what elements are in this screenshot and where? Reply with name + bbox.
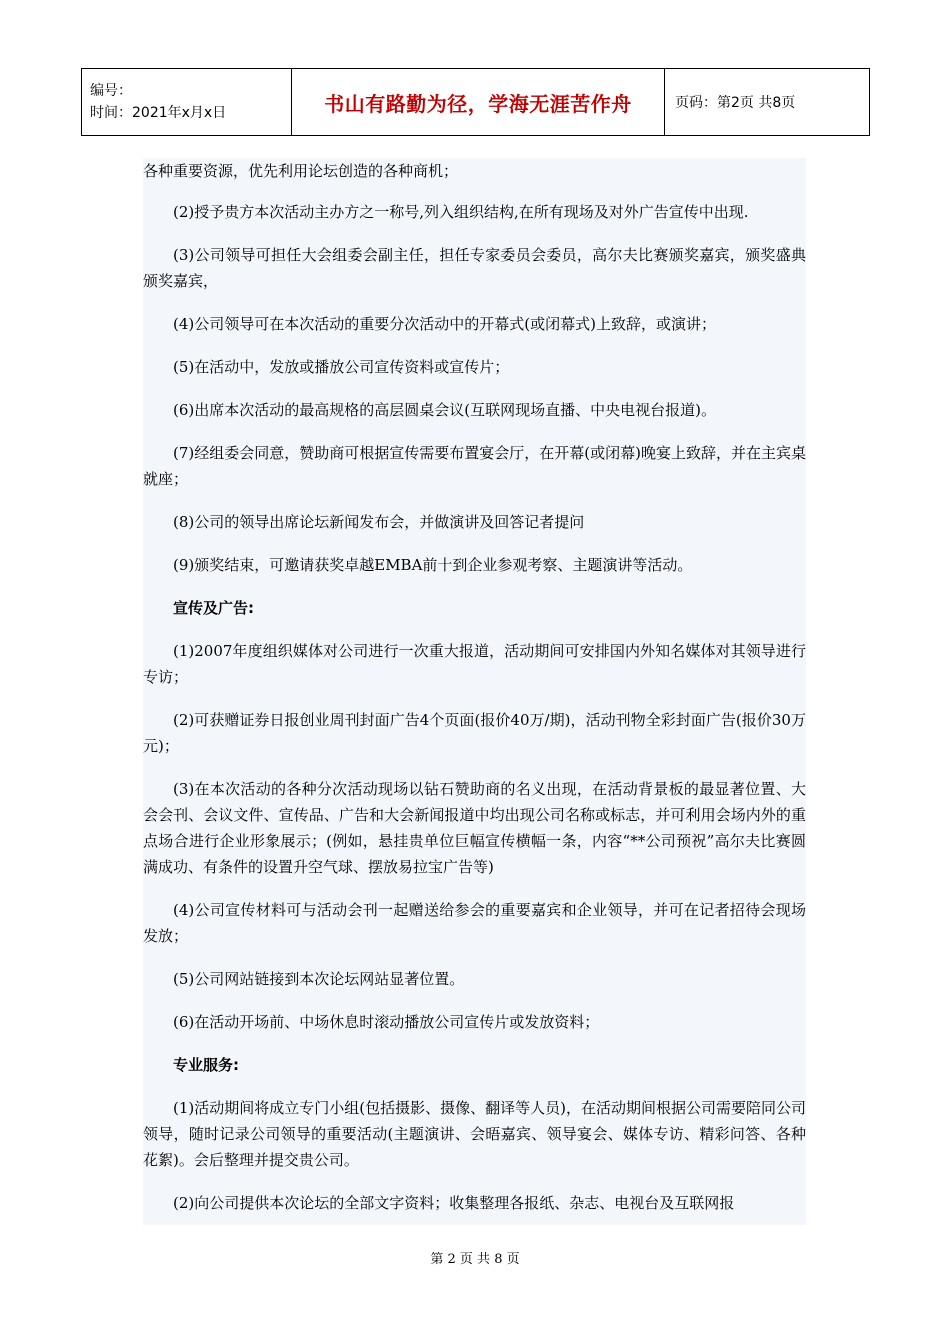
paragraph-8: (9)颁奖结束，可邀请获奖卓越EMBA前十到企业参观考察、主题演讲等活动。 xyxy=(173,556,693,574)
paragraph-3: (4)公司领导可在本次活动的重要分次活动中的开幕式(或闭幕式)上致辞，或演讲； xyxy=(173,315,716,333)
section-heading-publicity: 宣传及广告: xyxy=(173,599,254,617)
paragraph-10: (1)2007年度组织媒体对公司进行一次重大报道，活动期间可安排国内外知名媒体对其领导进行专访； xyxy=(143,642,806,686)
paragraph-14: (5)公司网站链接到本次论坛网站显著位置。 xyxy=(173,970,465,988)
paragraph-17: (1)活动期间将成立专门小组(包括摄影、摄像、翻译等人员)，在活动期间根据公司需要陪同公司领导，随时记录公司领导的重要活动(主题演讲、会晤嘉宾、领导宴会、媒体专访、精彩问答、各种花絮)。会后整理并提交贵公司。 xyxy=(143,1099,806,1169)
paragraph-15: (6)在活动开场前、中场休息时滚动播放公司宣传片或发放资料； xyxy=(173,1013,600,1031)
paragraph-11: (2)可获赠证券日报创业周刊封面广告4个页面(报价40万/期)，活动刊物全彩封面广告(报价30万元)； xyxy=(143,711,806,755)
paragraph-13: (4)公司宣传材料可与活动会刊一起赠送给参会的重要嘉宾和企业领导，并可在记者招待会现场发放； xyxy=(143,901,806,945)
paragraph-2: (3)公司领导可担任大会组委会副主任，担任专家委员会委员，高尔夫比赛颁奖嘉宾，颁奖盛典颁奖嘉宾， xyxy=(143,246,806,290)
paragraph-0: 各种重要资源，优先利用论坛创造的各种商机； xyxy=(143,162,459,180)
paragraph-4: (5)在活动中，发放或播放公司宣传资料或宣传片； xyxy=(173,358,510,376)
paragraph-7: (8)公司的领导出席论坛新闻发布会，并做演讲及回答记者提问 xyxy=(173,513,585,531)
paragraph-18: (2)向公司提供本次论坛的全部文字资料；收集整理各报纸、杂志、电视台及互联网报 xyxy=(173,1194,735,1212)
document-body xyxy=(143,158,806,1225)
paragraph-12: (3)在本次活动的各种分次活动现场以钻石赞助商的名义出现，在活动背景板的最显著位置、大会会刊、会议文件、宣传品、广告和大会新闻报道中均出现公司名称或标志，并可利用会场内外的重点场合进行企业形象展示；(例如，悬挂贵单位巨幅宣传横幅一条，内容“**公司预祝”高尔夫比赛圆满成功、有条件的设置升空气球、摆放易拉宝广告等) xyxy=(143,780,806,876)
header-meta-cell xyxy=(82,69,292,136)
document-date-label: 时间：2021年x月x日 xyxy=(90,105,227,121)
page-header xyxy=(81,68,870,136)
header-page-number: 页码：第2页 共8页 xyxy=(665,69,870,136)
section-heading-services: 专业服务: xyxy=(173,1056,239,1074)
paragraph-1: (2)授予贵方本次活动主办方之一称号,列入组织结构,在所有现场及对外广告宣传中出现. xyxy=(173,203,749,221)
header-motto: 书山有路勤为径，学海无涯苦作舟 xyxy=(292,69,665,136)
document-number-label: 编号： xyxy=(90,83,132,99)
paragraph-6: (7)经组委会同意，赞助商可根据宣传需要布置宴会厅，在开幕(或闭幕)晚宴上致辞，并在主宾桌就座； xyxy=(143,444,806,488)
page-footer: 第 2 页 共 8 页 xyxy=(430,1252,520,1267)
paragraph-5: (6)出席本次活动的最高规格的高层圆桌会议(互联网现场直播、中央电视台报道)。 xyxy=(173,401,716,419)
